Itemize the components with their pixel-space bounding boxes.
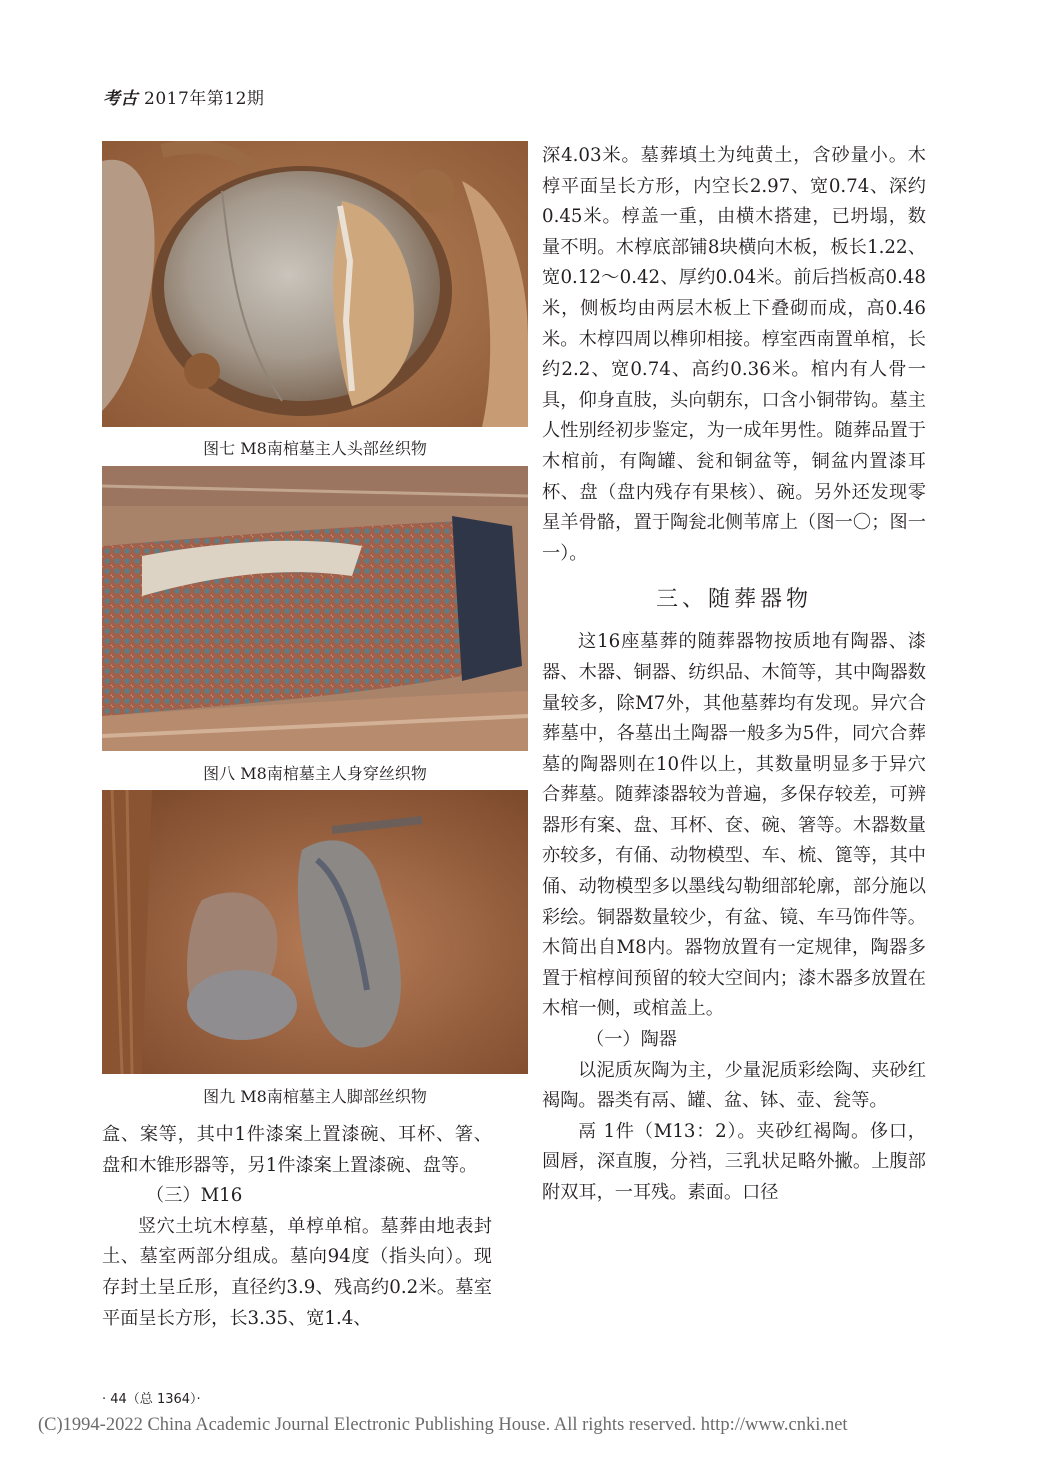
figure-7-photo xyxy=(102,141,528,427)
paragraph: 竖穴土坑木椁墓，单椁单棺。墓葬由地表封土、墓室两部分组成。墓向94度（指头向）。现存封土呈丘形，直径约3.9、残高约0.2米。墓室平面呈长方形，长3.35、宽1.4、 xyxy=(102,1215,492,1329)
paragraph: 盒、案等，其中1件漆案上置漆碗、耳杯、箸、盘和木锥形器等，另1件漆案上置漆碗、盘等。 xyxy=(102,1124,492,1176)
paragraph: 这16座墓葬的随葬器物按质地有陶器、漆器、木器、铜器、纺织品、木简等，其中陶器数量较多，除M7外，其他墓葬均有发现。异穴合葬墓中，各墓出土陶器一般多为5件，同穴合葬墓的陶器则在10件以上，其数量明显多于异穴合葬墓。随葬漆器较为普遍，多保存较差，可辨器形有案、盘、耳杯、奁、碗、箸等。木器数量亦较多，有俑、动物模型、车、梳、篦等，其中俑、动物模型多以墨线勾勒细部轮廓，部分施以彩绘。铜器数量较少，有盆、镜、车马饰件等。木简出自M8内。器物放置有一定规律，陶器多置于棺椁间预留的较大空间内；漆木器多放置在木棺一侧，或棺盖上。 xyxy=(542,631,926,1020)
journal-logo: 考古 xyxy=(103,89,138,109)
paragraph: 鬲 1件（M13：2）。夹砂红褐陶。侈口，圆唇，深直腹，分裆，三乳状足略外撇。上腹部附双耳，一耳残。素面。口径 xyxy=(542,1120,926,1203)
left-text-column xyxy=(102,1120,492,1334)
right-text-column xyxy=(542,141,926,1209)
subsection-heading: （三）M16 xyxy=(146,1185,243,1207)
section-title: 三、随葬器物 xyxy=(655,587,812,613)
page-number: · 44（总 1364）· xyxy=(102,1392,201,1407)
paragraph: 深4.03米。墓葬填土为纯黄土，含砂量小。木椁平面呈长方形，内空长2.97、宽0.74、深约0.45米。椁盖一重，由横木搭建，已坍塌，数量不明。木椁底部铺8块横向木板，板长1.22、宽0.12～0.42、厚约0.04米。前后挡板高0.48米，侧板均由两层木板上下叠砌而成，高0.46米。木椁四周以榫卯相接。椁室西南置单棺，长约2.2、宽0.74、高约0.36米。棺内有人骨一具，仰身直肢，头向朝东，口含小铜带钩。墓主人性别经初步鉴定，为一成年男性。随葬品置于木棺前，有陶罐、瓮和铜盆等，铜盆内置漆耳杯、盘（盘内残存有果核）、碗。另外还发现零星羊骨骼，置于陶瓮北侧苇席上（图一〇；图一一）。 xyxy=(542,145,926,564)
figure-8-photo xyxy=(102,466,528,751)
figure-9-photo xyxy=(102,790,528,1074)
copyright-notice: (C)1994-2022 China Academic Journal Electronic Publishing House. All rights reserved. http://www.cnki.net xyxy=(38,1415,848,1435)
running-header xyxy=(103,84,264,109)
figure-8-caption: 图八 M8南棺墓主人身穿丝织物 xyxy=(203,764,427,783)
figure-9-caption: 图九 M8南棺墓主人脚部丝织物 xyxy=(203,1087,427,1106)
subsection-heading: （一）陶器 xyxy=(586,1029,677,1051)
figure-7-caption: 图七 M8南棺墓主人头部丝织物 xyxy=(203,439,427,458)
issue-label: 2017年第12期 xyxy=(144,89,265,109)
paragraph: 以泥质灰陶为主，少量泥质彩绘陶、夹砂红褐陶。器类有鬲、罐、盆、钵、壶、瓮等。 xyxy=(542,1059,926,1112)
